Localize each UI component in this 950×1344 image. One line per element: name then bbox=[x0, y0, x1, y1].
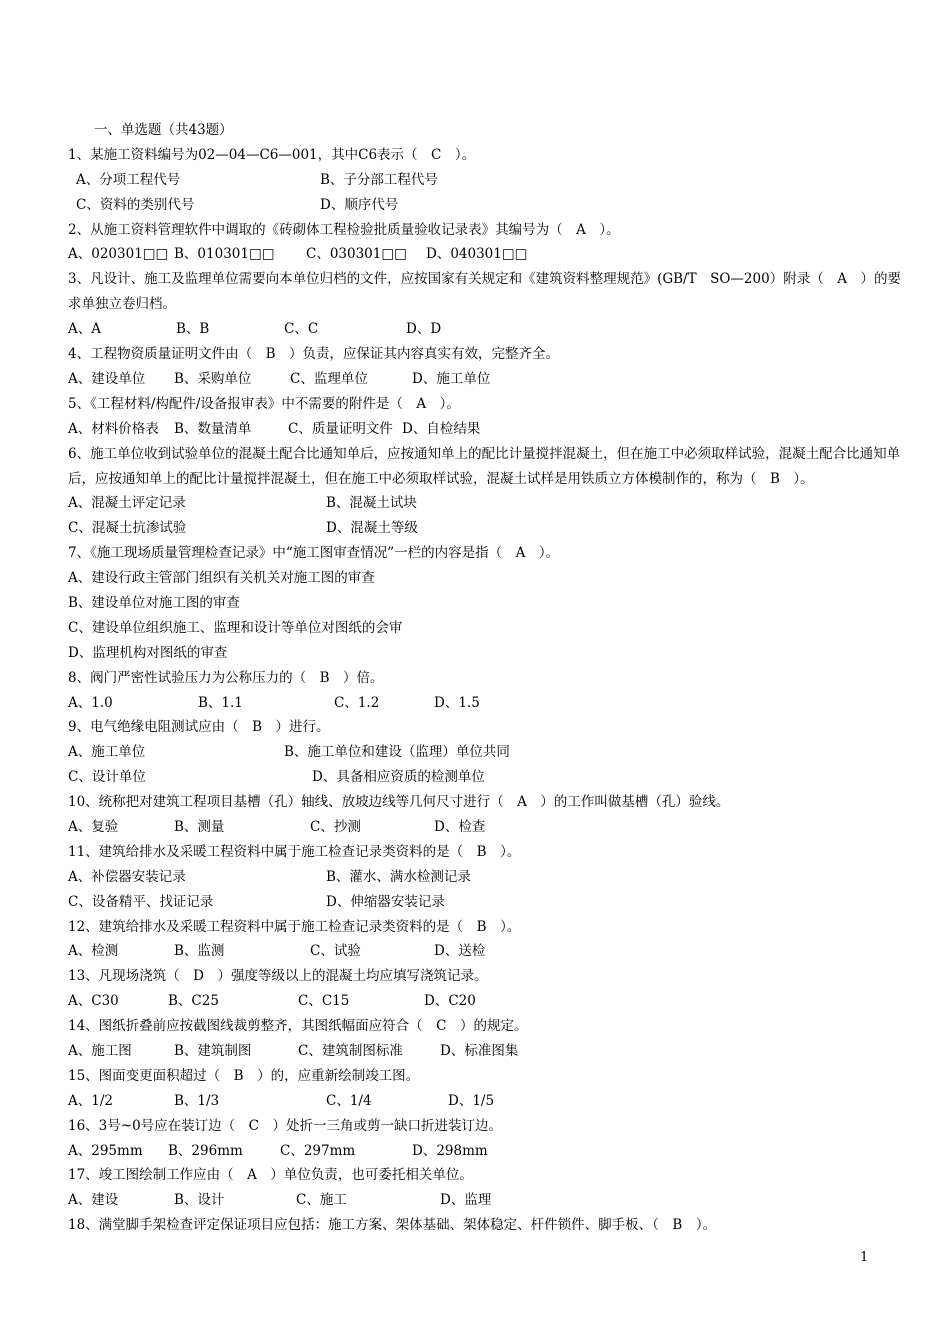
options-row bbox=[68, 989, 908, 1014]
option: B、施工单位和建设（监理）单位共同 bbox=[284, 744, 510, 761]
question-stem: 14、图纸折叠前应按截图线裁剪整齐，其图纸幅面应符合（ C ）的规定。 bbox=[68, 1018, 528, 1035]
question-stem: 16、3号~0号应在装订边（ C ）处折一三角或剪一缺口折进装订边。 bbox=[68, 1117, 502, 1134]
options-row bbox=[68, 890, 908, 915]
option: D、标准图集 bbox=[440, 1043, 519, 1060]
option: A、复验 bbox=[68, 819, 119, 835]
option: B、1/3 bbox=[174, 1092, 220, 1109]
option: B、测量 bbox=[174, 819, 225, 835]
option: D、混凝土等级 bbox=[326, 520, 418, 537]
options-row bbox=[68, 865, 908, 890]
option: A、施工图 bbox=[68, 1043, 132, 1060]
options-row bbox=[68, 1089, 908, 1114]
options-row bbox=[68, 367, 908, 392]
option: B、1.1 bbox=[198, 694, 243, 711]
option: C、设备精平、找证记录 bbox=[68, 893, 214, 910]
section-title: 一、单选题（共43题） bbox=[94, 122, 233, 138]
question-stem: 3、凡设计、施工及监理单位需要向本单位归档的文件，应按国家有关规定和《建筑资料整理规范》(GB/T SO—200）附录（ A ）的要求单独立卷归档。 bbox=[68, 271, 901, 313]
option: C、施工 bbox=[296, 1192, 347, 1209]
options-row bbox=[68, 317, 908, 342]
question-stem: 12、建筑给排水及采暖工程资料中属于施工检查记录类资料的是（ B ）。 bbox=[68, 918, 521, 935]
option: D、自检结果 bbox=[402, 420, 481, 437]
option: D、检查 bbox=[434, 819, 486, 835]
question-stem: 9、电气绝缘电阻测试应由（ B ）进行。 bbox=[68, 719, 330, 736]
option: A、A bbox=[68, 321, 101, 338]
option: D、D bbox=[406, 321, 442, 338]
option: B、建筑制图 bbox=[174, 1043, 252, 1060]
option: D、顺序代号 bbox=[320, 196, 399, 213]
question-stem: 17、竣工图绘制工作应由（ A ）单位负责，也可委托相关单位。 bbox=[68, 1167, 473, 1184]
question-list bbox=[68, 118, 908, 1238]
options-row bbox=[68, 939, 908, 964]
options-row bbox=[68, 168, 908, 193]
option: D、C20 bbox=[424, 993, 476, 1010]
option: B、数量清单 bbox=[174, 420, 252, 437]
option: C、建设单位组织施工、监理和设计等单位对图纸的会审 bbox=[68, 619, 403, 636]
option: A、补偿器安装记录 bbox=[68, 868, 186, 885]
options-row bbox=[68, 1139, 908, 1164]
options-row bbox=[68, 242, 908, 267]
option: B、B bbox=[176, 321, 210, 338]
question-stem: 2、从施工资料管理软件中调取的《砖砌体工程检验批质量验收记录表》其编号为（ A ）。 bbox=[68, 221, 620, 238]
option: B、子分部工程代号 bbox=[320, 171, 438, 188]
option: B、灌水、满水检测记录 bbox=[326, 868, 471, 885]
options-row bbox=[68, 765, 908, 790]
option: A、建设行政主管部门组织有关机关对施工图的审查 bbox=[68, 570, 375, 587]
options-row bbox=[68, 516, 908, 541]
option: C、监理单位 bbox=[290, 370, 368, 387]
option: D、1/5 bbox=[448, 1092, 495, 1109]
option: B、设计 bbox=[174, 1192, 225, 1209]
option: B、建设单位对施工图的审查 bbox=[68, 594, 240, 611]
option: D、040301□□ bbox=[426, 246, 528, 263]
option: B、C25 bbox=[168, 993, 219, 1010]
question-stem: 7、《施工现场质量管理检查记录》中“施工图审查情况”一栏的内容是指（ A ）。 bbox=[68, 545, 560, 562]
option: B、296mm bbox=[168, 1142, 243, 1159]
option: B、010301□□ bbox=[174, 246, 275, 263]
option: A、1/2 bbox=[68, 1092, 113, 1109]
option: D、伸缩器安装记录 bbox=[326, 893, 445, 910]
option: A、混凝土评定记录 bbox=[68, 495, 186, 512]
question-stem: 13、凡现场浇筑（ D ）强度等级以上的混凝土均应填写浇筑记录。 bbox=[68, 968, 488, 985]
option: C、试验 bbox=[310, 943, 361, 960]
question-stem: 8、阀门严密性试验压力为公称压力的（ B ）倍。 bbox=[68, 669, 384, 686]
option: A、建设 bbox=[68, 1192, 119, 1209]
options-row bbox=[68, 1039, 908, 1064]
option: C、资料的类别代号 bbox=[76, 196, 195, 213]
options-row bbox=[68, 417, 908, 442]
option: A、1.0 bbox=[68, 694, 113, 711]
option: C、C bbox=[284, 321, 319, 338]
options-row bbox=[68, 815, 908, 840]
option: A、分项工程代号 bbox=[76, 171, 181, 188]
option: B、采购单位 bbox=[174, 370, 252, 387]
options-row bbox=[68, 1188, 908, 1213]
option: A、C30 bbox=[68, 993, 119, 1010]
question-stem: 4、工程物资质量证明文件由（ B ）负责，应保证其内容真实有效，完整齐全。 bbox=[68, 346, 560, 363]
option: C、混凝土抗渗试验 bbox=[68, 520, 187, 537]
options-row bbox=[68, 193, 908, 218]
option: B、混凝土试块 bbox=[326, 495, 417, 512]
option: D、监理 bbox=[440, 1192, 492, 1209]
option: A、材料价格表 bbox=[68, 420, 159, 437]
question-stem: 10、统称把对建筑工程项目基槽（孔）轴线、放坡边线等几何尺寸进行（ A ）的工作叫做基槽（孔）验线。 bbox=[68, 794, 730, 811]
options-row bbox=[68, 740, 908, 765]
option: C、030301□□ bbox=[306, 246, 407, 263]
question-stem: 11、建筑给排水及采暖工程资料中属于施工检查记录类资料的是（ B ）。 bbox=[68, 843, 521, 860]
options-row bbox=[68, 691, 908, 716]
question-stem: 5、《工程材料/构配件/设备报审表》中不需要的附件是（ A ）。 bbox=[68, 395, 460, 412]
option: C、297mm bbox=[280, 1142, 356, 1159]
option: A、检测 bbox=[68, 943, 119, 960]
option: C、1/4 bbox=[326, 1092, 372, 1109]
option: D、施工单位 bbox=[412, 370, 491, 387]
option: A、施工单位 bbox=[68, 744, 146, 761]
option: D、送检 bbox=[434, 943, 486, 960]
question-stem: 6、施工单位收到试验单位的混凝土配合比通知单后，应按通知单上的配比计量搅拌混凝土，但在施工中必须取样试验，混凝土配合比通知单后，应按通知单上的配比计量搅拌混凝土，但在施工中必须取样试验，混凝土试样是用铁质立方体模制作的，称为（ B ）。 bbox=[68, 445, 901, 487]
option: A、020301□□ bbox=[68, 246, 169, 263]
option: D、具备相应资质的检测单位 bbox=[312, 769, 485, 786]
option: D、298mm bbox=[412, 1142, 488, 1159]
question-stem: 1、某施工资料编号为02—04—C6—001，其中C6表示（ C ）。 bbox=[68, 146, 476, 163]
option: C、1.2 bbox=[334, 694, 380, 711]
options-row bbox=[68, 491, 908, 516]
option: A、建设单位 bbox=[68, 370, 146, 387]
option: C、设计单位 bbox=[68, 769, 146, 786]
option: C、建筑制图标准 bbox=[298, 1043, 403, 1060]
option: A、295mm bbox=[68, 1142, 143, 1159]
option: C、抄测 bbox=[310, 819, 361, 835]
option: D、监理机构对图纸的审查 bbox=[68, 644, 228, 661]
option: D、1.5 bbox=[434, 694, 480, 711]
question-stem: 18、满堂脚手架检查评定保证项目应包括：施工方案、架体基础、架体稳定、杆件锁件、脚手板、（ B ）。 bbox=[68, 1217, 717, 1234]
option: B、监测 bbox=[174, 943, 225, 960]
question-stem: 15、图面变更面积超过（ B ）的，应重新绘制竣工图。 bbox=[68, 1067, 420, 1084]
option: C、质量证明文件 bbox=[288, 420, 393, 437]
page-number: 1 bbox=[860, 1250, 869, 1265]
option: C、C15 bbox=[298, 993, 350, 1010]
